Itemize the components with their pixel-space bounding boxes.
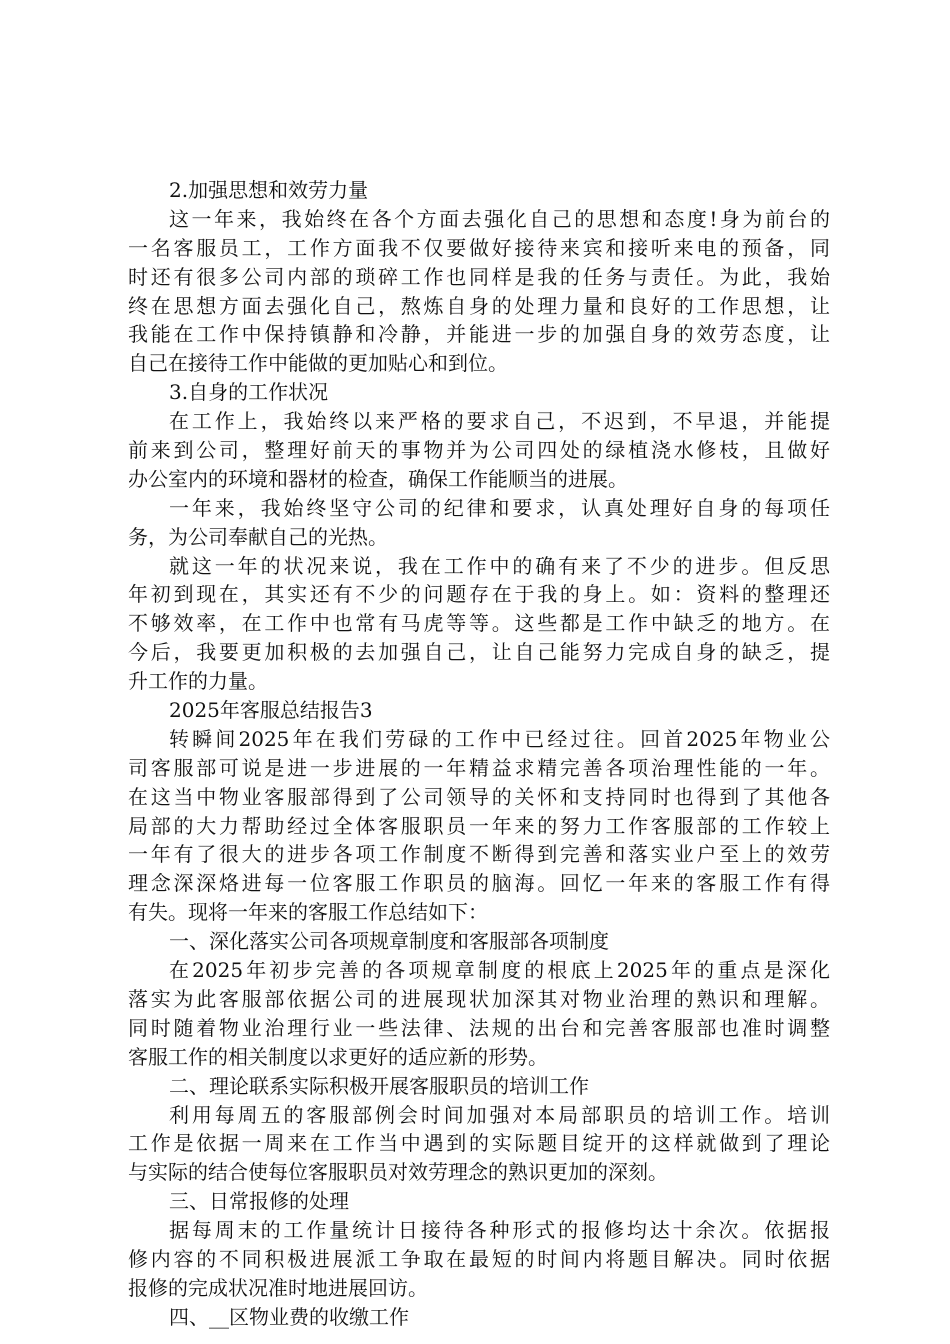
text-line: 年初到现在，其实还有不少的问题存在于我的身上。如：资料的整理还 (128, 582, 830, 607)
text-line: 理念深深烙进每一位客服工作职员的脑海。回忆一年来的客服工作有得 (128, 871, 830, 896)
text-line: 据每周末的工作量统计日接待各种形式的报修均达十余次。依据报 (169, 1218, 830, 1243)
text-line: 前来到公司，整理好前天的事物并为公司四处的绿植浇水修枝，且做好 (128, 438, 830, 463)
text-line: 在这当中物业客服部得到了公司领导的关怀和支持同时也得到了其他各 (128, 784, 830, 809)
text-line: 就这一年的状况来说，我在工作中的确有来了不少的进步。但反思 (169, 553, 830, 578)
text-line: 2025年客服总结报告3 (169, 698, 373, 723)
text-line: 终在思想方面去强化自己，熬炼自身的处理力量和良好的工作思想，让 (128, 293, 830, 318)
text-line: 报修的完成状况准时地进展回访。 (128, 1275, 428, 1300)
text-line: 一年有了很大的进步各项工作制度不断得到完善和落实业户至上的效劳 (128, 842, 830, 867)
text-line: 一、深化落实公司各项规章制度和客服部各项制度 (169, 929, 609, 954)
text-line: 在2025年初步完善的各项规章制度的根底上2025年的重点是深化 (169, 958, 830, 983)
text-line: 我能在工作中保持镇静和冷静，并能进一步的加强自身的效劳态度，让 (128, 322, 830, 347)
text-line: 客服工作的相关制度以求更好的适应新的形势。 (128, 1044, 548, 1069)
text-line: 在工作上，我始终以来严格的要求自己，不迟到，不早退，并能提 (169, 409, 830, 434)
text-line: 修内容的不同积极进展派工争取在最短的时间内将题目解决。同时依据 (128, 1246, 830, 1271)
text-line: 办公室内的环境和器材的检查，确保工作能顺当的进展。 (128, 466, 628, 491)
document-body (128, 176, 830, 1332)
text-line: 落实为此客服部依据公司的进展现状加深其对物业治理的熟识和理解。 (128, 986, 830, 1011)
text-line: 有失。现将一年来的客服工作总结如下： (128, 900, 488, 925)
text-line: 今后，我要更加积极的去加强自己，让自己能努力完成自身的缺乏，提 (128, 640, 830, 665)
text-line: 2.加强思想和效劳力量 (169, 178, 369, 202)
text-line: 自己在接待工作中能做的更加贴心和到位。 (128, 351, 508, 376)
text-line: 工作是依据一周来在工作当中遇到的实际题目绽开的这样就做到了理论 (128, 1131, 830, 1156)
text-line: 三、日常报修的处理 (169, 1189, 349, 1214)
text-line: 一年来，我始终坚守公司的纪律和要求，认真处理好自身的每项任 (169, 495, 830, 520)
text-line: 二、理论联系实际积极开展客服职员的培训工作 (169, 1073, 589, 1098)
text-line: 不够效率，在工作中也常有马虎等等。这些都是工作中缺乏的地方。在 (128, 611, 830, 636)
text-line: 一名客服员工，工作方面我不仅要做好接待来宾和接听来电的预备，同 (128, 235, 830, 260)
text-line: 这一年来，我始终在各个方面去强化自己的思想和态度!身为前台的 (169, 206, 830, 231)
text-line: 与实际的结合使每位客服职员对效劳理念的熟识更加的深刻。 (128, 1160, 668, 1185)
text-line: 同时随着物业治理行业一些法律、法规的出台和完善客服部也准时调整 (128, 1015, 830, 1040)
text-line: 时还有很多公司内部的琐碎工作也同样是我的任务与责任。为此，我始 (128, 264, 830, 289)
text-line: 务，为公司奉献自己的光热。 (128, 524, 388, 549)
text-line: 升工作的力量。 (128, 669, 268, 694)
text-line: 3.自身的工作状况 (169, 380, 329, 405)
text-line: 利用每周五的客服部例会时间加强对本局部职员的培训工作。培训 (169, 1102, 830, 1127)
text-line: 局部的大力帮助经过全体客服职员一年来的努力工作客服部的工作较上 (128, 813, 830, 838)
text-line: 司客服部可说是进一步进展的一年精益求精完善各项治理性能的一年。 (128, 755, 830, 780)
text-line: 四、__区物业费的收缴工作 (169, 1304, 409, 1329)
text-line: 转瞬间2025年在我们劳碌的工作中已经过往。回首2025年物业公 (169, 726, 830, 751)
